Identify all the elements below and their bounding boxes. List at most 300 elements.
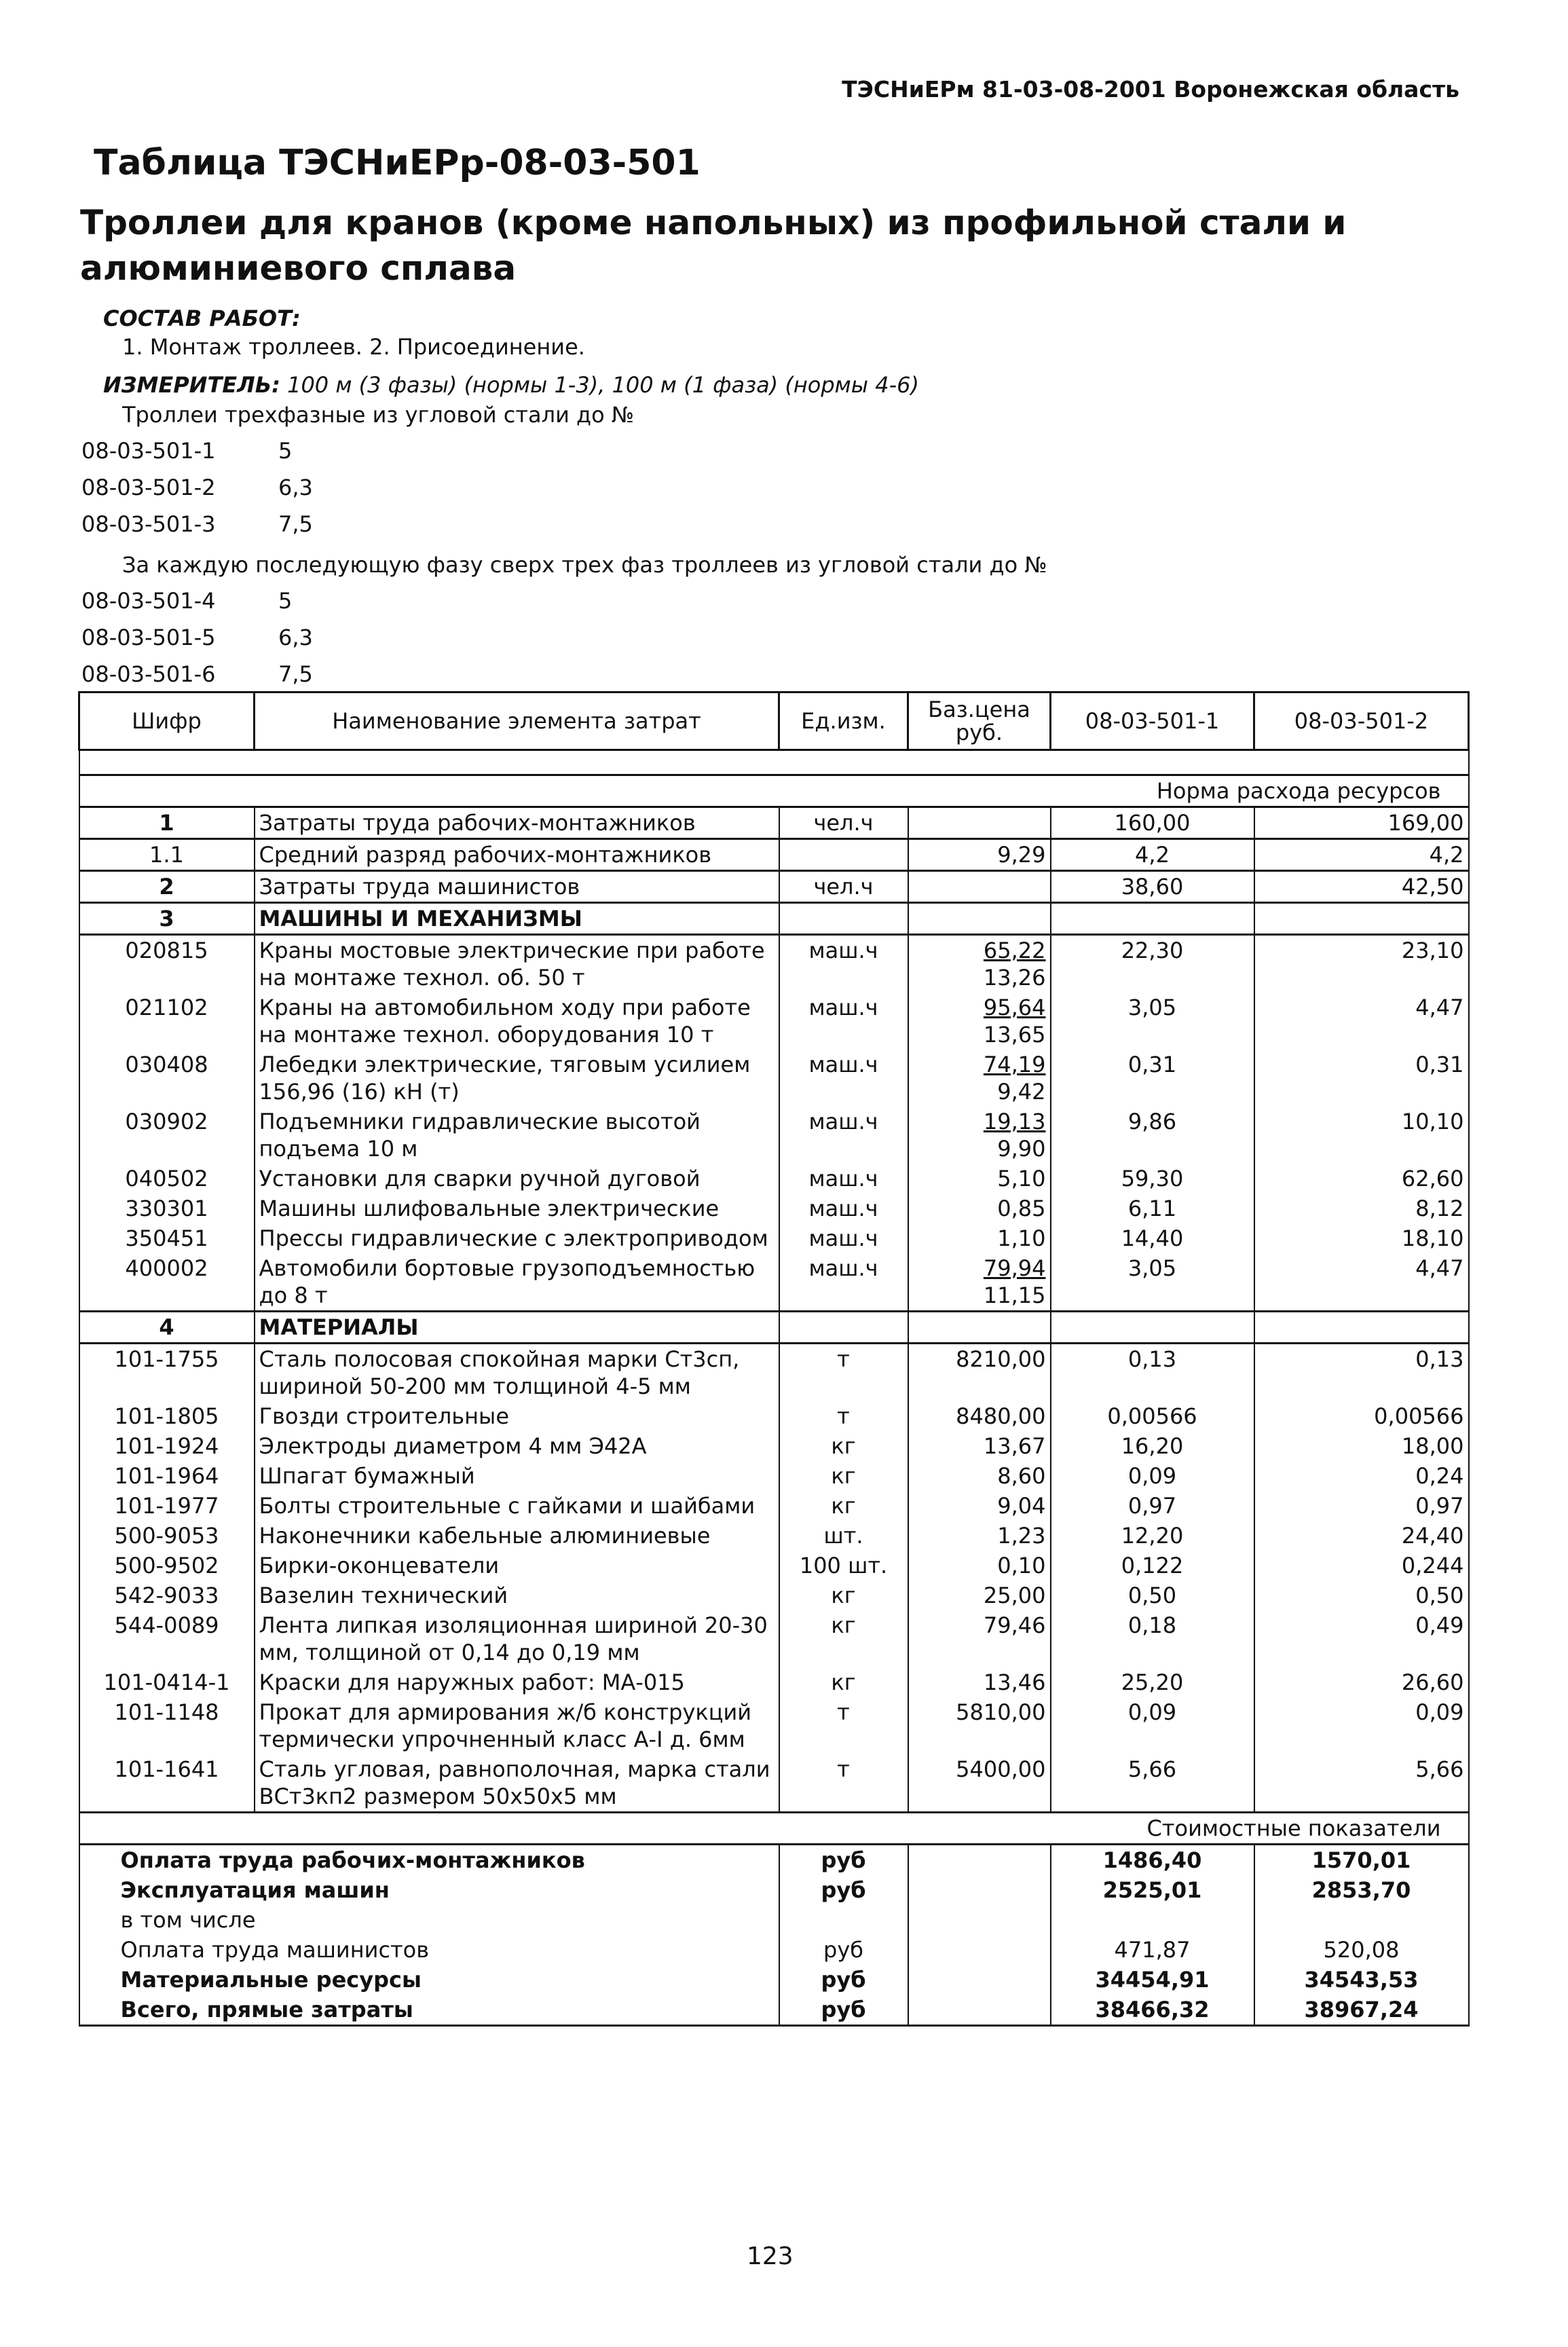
price-value — [913, 937, 1046, 991]
section-code: 3 — [79, 903, 255, 935]
cell-name: Сталь полосовая спокойная марки Ст3сп, шириной 50-200 мм толщиной 4-5 мм — [255, 1344, 779, 1402]
cell-col1: 0,122 — [1051, 1551, 1254, 1581]
price-value — [913, 1522, 1046, 1549]
price-value — [913, 1612, 1046, 1639]
cost-unit: руб — [779, 1845, 908, 1876]
cell-col1: 3,05 — [1051, 993, 1254, 1050]
cell-price — [908, 935, 1051, 993]
cell-col1: 0,31 — [1051, 1050, 1254, 1107]
cell-code: 021102 — [79, 993, 255, 1050]
price-value — [913, 1492, 1046, 1519]
cell-price — [908, 1491, 1051, 1521]
cell-code: 101-1924 — [79, 1431, 255, 1461]
price-main: 5,10 — [997, 1166, 1046, 1191]
price-value — [913, 1403, 1046, 1430]
cell-col2: 4,47 — [1254, 993, 1469, 1050]
material-row — [79, 1667, 1469, 1697]
cell-code: 500-9053 — [79, 1521, 255, 1551]
cell-price — [908, 807, 1051, 839]
cell-price — [908, 1194, 1051, 1223]
cell-code: 542-9033 — [79, 1581, 255, 1610]
price-main: 9,29 — [997, 842, 1046, 868]
cost-empty — [908, 1905, 1051, 1935]
cost-empty — [908, 1875, 1051, 1905]
cell-price — [908, 1667, 1051, 1697]
price-value — [913, 994, 1046, 1048]
cell-code: 101-0414-1 — [79, 1667, 255, 1697]
cell-col2: 0,31 — [1254, 1050, 1469, 1107]
section-empty — [908, 903, 1051, 935]
cell-price — [908, 1253, 1051, 1312]
cell-unit: кг — [779, 1581, 908, 1610]
machine-row — [79, 935, 1469, 993]
price-value — [913, 1669, 1046, 1696]
code-list-row — [81, 625, 313, 650]
cell-price — [908, 1223, 1051, 1253]
price-main: 79,46 — [983, 1612, 1046, 1638]
cell-price — [908, 1754, 1051, 1813]
cell-code: 101-1641 — [79, 1754, 255, 1813]
cell-col1: 12,20 — [1051, 1521, 1254, 1551]
cell-name: Краны на автомобильном ходу при работе на монтаже технол. оборудования 10 т — [255, 993, 779, 1050]
cell-col2: 0,24 — [1254, 1461, 1469, 1491]
cell-unit — [779, 839, 908, 871]
cost-col1: 34454,91 — [1051, 1965, 1254, 1995]
cell-unit: кг — [779, 1461, 908, 1491]
price-value — [913, 1051, 1046, 1105]
material-row — [79, 1461, 1469, 1491]
cell-code: 2 — [79, 871, 255, 903]
cell-code: 500-9502 — [79, 1551, 255, 1581]
code-list-value: 6,3 — [278, 475, 313, 500]
cell-col2: 0,244 — [1254, 1551, 1469, 1581]
price-value — [913, 1195, 1046, 1222]
cell-code: 1 — [79, 807, 255, 839]
cell-unit: чел.ч — [779, 871, 908, 903]
code-list-row — [81, 661, 313, 687]
cell-col2: 0,97 — [1254, 1491, 1469, 1521]
material-row — [79, 1754, 1469, 1813]
cell-col1: 0,18 — [1051, 1610, 1254, 1667]
cell-name: Сталь угловая, равнополочная, марка стали ВСт3кп2 размером 50х50х5 мм — [255, 1754, 779, 1813]
code-list-code: 08-03-501-3 — [81, 511, 216, 537]
norm-header-row — [79, 775, 1469, 807]
cell-col2: 23,10 — [1254, 935, 1469, 993]
header-col2: 08-03-501-2 — [1254, 692, 1469, 750]
cost-name: Эксплуатация машин — [79, 1875, 779, 1905]
cell-code: 030902 — [79, 1107, 255, 1164]
code-list-value: 7,5 — [278, 661, 313, 687]
cell-col1: 59,30 — [1051, 1164, 1254, 1194]
machine-row — [79, 1050, 1469, 1107]
price-value — [913, 1165, 1046, 1192]
norm-header: Норма расхода ресурсов — [1051, 775, 1469, 807]
cell-col1: 0,50 — [1051, 1581, 1254, 1610]
price-wage: 11,15 — [983, 1282, 1046, 1308]
code-list-code: 08-03-501-1 — [81, 438, 216, 464]
cell-name: Лебедки электрические, тяговым усилием 156,96 (16) кН (т) — [255, 1050, 779, 1107]
cell-col2: 169,00 — [1254, 807, 1469, 839]
section-code: 4 — [79, 1312, 255, 1344]
cost-col1: 38466,32 — [1051, 1995, 1254, 2026]
price-value — [913, 1108, 1046, 1162]
cell-col2: 5,66 — [1254, 1754, 1469, 1813]
cell-col1: 14,40 — [1051, 1223, 1254, 1253]
price-main: 1,10 — [997, 1225, 1046, 1251]
cell-col1: 0,09 — [1051, 1461, 1254, 1491]
cell-col1: 16,20 — [1051, 1431, 1254, 1461]
cell-col2: 4,2 — [1254, 839, 1469, 871]
cell-code: 101-1755 — [79, 1344, 255, 1402]
header-code: Шифр — [79, 692, 255, 750]
price-main: 1,23 — [997, 1523, 1046, 1549]
section-empty — [779, 1312, 908, 1344]
cell-unit: маш.ч — [779, 1050, 908, 1107]
cell-code: 101-1977 — [79, 1491, 255, 1521]
group1-title: Троллеи трехфазные из угловой стали до № — [122, 402, 635, 428]
header-name: Наименование элемента затрат — [255, 692, 779, 750]
page-number: 123 — [747, 2242, 794, 2270]
cell-name: Вазелин технический — [255, 1581, 779, 1610]
measurer-label: ИЗМЕРИТЕЛЬ: — [103, 372, 280, 398]
cell-unit: 100 шт. — [779, 1551, 908, 1581]
code-list-row — [81, 438, 292, 464]
cost-col1: 471,87 — [1051, 1935, 1254, 1965]
cell-name: Средний разряд рабочих-монтажников — [255, 839, 779, 871]
price-main: 79,94 — [983, 1255, 1046, 1281]
price-value — [913, 1582, 1046, 1609]
price-main: 74,19 — [983, 1052, 1046, 1077]
materials-section-row — [79, 1312, 1469, 1344]
cell-price — [908, 1461, 1051, 1491]
cell-code: 350451 — [79, 1223, 255, 1253]
machine-row — [79, 1253, 1469, 1312]
cell-code: 020815 — [79, 935, 255, 993]
cost-empty — [908, 1845, 1051, 1876]
cell-code: 330301 — [79, 1194, 255, 1223]
cell-col1: 6,11 — [1051, 1194, 1254, 1223]
price-value — [913, 1255, 1046, 1309]
cost-header: Стоимостные показатели — [1051, 1813, 1469, 1845]
cell-col1: 160,00 — [1051, 807, 1254, 839]
price-value — [913, 1346, 1046, 1373]
cell-code: 030408 — [79, 1050, 255, 1107]
price-main: 0,85 — [997, 1196, 1046, 1221]
price-main: 25,00 — [983, 1583, 1046, 1608]
cell-name: Краны мостовые электрические при работе на монтаже технол. об. 50 т — [255, 935, 779, 993]
cell-name: Лента липкая изоляционная шириной 20-30 мм, толщиной от 0,14 до 0,19 мм — [255, 1610, 779, 1667]
machine-row — [79, 1194, 1469, 1223]
price-main: 95,64 — [983, 995, 1046, 1020]
cost-col2 — [1254, 1905, 1469, 1935]
price-wage: 13,26 — [983, 965, 1046, 991]
cell-col2: 0,09 — [1254, 1697, 1469, 1754]
cell-price — [908, 1431, 1051, 1461]
cell-unit: маш.ч — [779, 993, 908, 1050]
cell-col1: 25,20 — [1051, 1667, 1254, 1697]
price-main: 0,10 — [997, 1553, 1046, 1578]
cell-col1: 22,30 — [1051, 935, 1254, 993]
cell-name: Прокат для армирования ж/б конструкций термически упрочненный класс А-I д. 6мм — [255, 1697, 779, 1754]
section-empty — [1051, 1312, 1254, 1344]
cell-col2: 10,10 — [1254, 1107, 1469, 1164]
cost-col2: 34543,53 — [1254, 1965, 1469, 1995]
cost-row — [79, 1845, 1469, 1876]
cell-name: Установки для сварки ручной дуговой — [255, 1164, 779, 1194]
price-wage: 9,90 — [997, 1136, 1046, 1162]
material-row — [79, 1491, 1469, 1521]
code-list-value: 6,3 — [278, 625, 313, 650]
labor-row — [79, 807, 1469, 839]
cost-col2: 520,08 — [1254, 1935, 1469, 1965]
measurer — [103, 372, 919, 398]
cell-col2: 24,40 — [1254, 1521, 1469, 1551]
section-empty — [779, 903, 908, 935]
material-row — [79, 1551, 1469, 1581]
work-composition-label: СОСТАВ РАБОТ: — [103, 306, 301, 331]
cell-price — [908, 1107, 1051, 1164]
material-row — [79, 1697, 1469, 1754]
cell-unit: чел.ч — [779, 807, 908, 839]
cost-header-left — [79, 1813, 1051, 1845]
cost-name: Оплата труда рабочих-монтажников — [79, 1845, 779, 1876]
code-list-code: 08-03-501-2 — [81, 475, 216, 500]
price-wage: 13,65 — [983, 1022, 1046, 1048]
cell-code: 101-1964 — [79, 1461, 255, 1491]
section-name: МАШИНЫ И МЕХАНИЗМЫ — [255, 903, 779, 935]
table-subtitle: Троллеи для кранов (кроме напольных) из профильной стали и алюминиевого сплава — [80, 203, 1347, 288]
cell-code: 101-1805 — [79, 1401, 255, 1431]
cell-unit: кг — [779, 1491, 908, 1521]
norm-header-left — [79, 775, 1051, 807]
cell-name: Машины шлифовальные электрические — [255, 1194, 779, 1223]
cell-unit: маш.ч — [779, 1107, 908, 1164]
cell-unit: т — [779, 1344, 908, 1402]
header-col1: 08-03-501-1 — [1051, 692, 1254, 750]
cell-code: 544-0089 — [79, 1610, 255, 1667]
cell-col2: 4,47 — [1254, 1253, 1469, 1312]
cell-unit: т — [779, 1697, 908, 1754]
price-value — [913, 841, 1046, 868]
cell-col2: 42,50 — [1254, 871, 1469, 903]
cell-col2: 62,60 — [1254, 1164, 1469, 1194]
machines-section-row — [79, 903, 1469, 935]
cell-name: Прессы гидравлические с электроприводом — [255, 1223, 779, 1253]
cell-name: Бирки-оконцеватели — [255, 1551, 779, 1581]
machine-row — [79, 1223, 1469, 1253]
cell-col2: 8,12 — [1254, 1194, 1469, 1223]
cell-col2: 0,00566 — [1254, 1401, 1469, 1431]
cost-unit: руб — [779, 1935, 908, 1965]
cell-name: Затраты труда машинистов — [255, 871, 779, 903]
cost-row — [79, 1905, 1469, 1935]
cost-empty — [908, 1995, 1051, 2026]
cost-row — [79, 1995, 1469, 2026]
cell-price — [908, 1401, 1051, 1431]
price-wage: 9,42 — [997, 1079, 1046, 1105]
cost-empty — [908, 1965, 1051, 1995]
cell-price — [908, 1164, 1051, 1194]
cell-col2: 0,50 — [1254, 1581, 1469, 1610]
header-unit: Ед.изм. — [779, 692, 908, 750]
cost-name: Оплата труда машинистов — [79, 1935, 779, 1965]
cell-name: Болты строительные с гайками и шайбами — [255, 1491, 779, 1521]
code-list-value: 5 — [278, 438, 293, 464]
cell-col2: 18,10 — [1254, 1223, 1469, 1253]
code-list-row — [81, 475, 313, 500]
price-main: 8210,00 — [956, 1346, 1046, 1372]
cost-col1 — [1051, 1905, 1254, 1935]
cell-unit: кг — [779, 1610, 908, 1667]
price-main: 5400,00 — [956, 1756, 1046, 1782]
header-price: Баз.цена руб. — [908, 692, 1051, 750]
cell-unit: кг — [779, 1431, 908, 1461]
running-header: ТЭСНиЕРм 81-03-08-2001 Воронежская область — [842, 76, 1459, 103]
cell-price — [908, 1581, 1051, 1610]
cell-price — [908, 1697, 1051, 1754]
material-row — [79, 1581, 1469, 1610]
code-list-value: 5 — [278, 588, 293, 614]
price-value — [913, 1225, 1046, 1252]
cell-col1: 3,05 — [1051, 1253, 1254, 1312]
cell-name: Шпагат бумажный — [255, 1461, 779, 1491]
price-value — [913, 1552, 1046, 1579]
cell-price — [908, 839, 1051, 871]
cell-name: Затраты труда рабочих-монтажников — [255, 807, 779, 839]
code-list-value: 7,5 — [278, 511, 313, 537]
cell-name: Наконечники кабельные алюминиевые — [255, 1521, 779, 1551]
cell-col1: 9,86 — [1051, 1107, 1254, 1164]
material-row — [79, 1521, 1469, 1551]
cost-row — [79, 1965, 1469, 1995]
cost-header-row — [79, 1813, 1469, 1845]
material-row — [79, 1610, 1469, 1667]
price-value — [913, 1462, 1046, 1490]
cell-price — [908, 1610, 1051, 1667]
cell-unit: кг — [779, 1667, 908, 1697]
cell-name: Автомобили бортовые грузоподъемностью до 8 т — [255, 1253, 779, 1312]
cell-col2: 0,13 — [1254, 1344, 1469, 1402]
section-empty — [1254, 1312, 1469, 1344]
cell-code: 040502 — [79, 1164, 255, 1194]
section-name: МАТЕРИАЛЫ — [255, 1312, 779, 1344]
cell-price — [908, 871, 1051, 903]
code-list-code: 08-03-501-4 — [81, 588, 216, 614]
code-list-code: 08-03-501-6 — [81, 661, 216, 687]
cell-col1: 0,13 — [1051, 1344, 1254, 1402]
spacer-cell — [79, 750, 1469, 775]
cost-col1: 2525,01 — [1051, 1875, 1254, 1905]
cost-col1: 1486,40 — [1051, 1845, 1254, 1876]
machine-row — [79, 1164, 1469, 1194]
price-main: 5810,00 — [956, 1699, 1046, 1725]
cell-col1: 0,97 — [1051, 1491, 1254, 1521]
cell-col2: 18,00 — [1254, 1431, 1469, 1461]
cell-code: 101-1148 — [79, 1697, 255, 1754]
cell-col1: 0,09 — [1051, 1697, 1254, 1754]
price-main: 13,67 — [983, 1433, 1046, 1459]
cell-name: Электроды диаметром 4 мм Э42А — [255, 1431, 779, 1461]
section-empty — [908, 1312, 1051, 1344]
cost-row — [79, 1935, 1469, 1965]
cell-name: Подъемники гидравлические высотой подъема 10 м — [255, 1107, 779, 1164]
group2-title: За каждую последующую фазу сверх трех фаз троллеев из угловой стали до № — [122, 552, 1047, 578]
cell-col1: 38,60 — [1051, 871, 1254, 903]
cell-col1: 5,66 — [1051, 1754, 1254, 1813]
price-value — [913, 1756, 1046, 1783]
measurer-text: 100 м (3 фазы) (нормы 1-3), 100 м (1 фаза) (нормы 4-6) — [287, 372, 919, 398]
cell-col2: 0,49 — [1254, 1610, 1469, 1667]
cost-unit: руб — [779, 1995, 908, 2026]
cell-unit: т — [779, 1401, 908, 1431]
price-main: 8480,00 — [956, 1403, 1046, 1429]
cost-name: Всего, прямые затраты — [79, 1995, 779, 2026]
cost-unit: руб — [779, 1875, 908, 1905]
material-row — [79, 1401, 1469, 1431]
cell-unit: маш.ч — [779, 1164, 908, 1194]
cell-code: 1.1 — [79, 839, 255, 871]
cost-empty — [908, 1935, 1051, 1965]
cell-col2: 26,60 — [1254, 1667, 1469, 1697]
price-main: 65,22 — [983, 938, 1046, 963]
table-title: Таблица ТЭСНиЕРр-08-03-501 — [94, 143, 701, 183]
cost-name: в том числе — [79, 1905, 779, 1935]
cost-row — [79, 1875, 1469, 1905]
cell-unit: маш.ч — [779, 1194, 908, 1223]
price-main: 19,13 — [983, 1109, 1046, 1134]
cost-name: Материальные ресурсы — [79, 1965, 779, 1995]
price-main: 13,46 — [983, 1669, 1046, 1695]
work-composition-text: 1. Монтаж троллеев. 2. Присоединение. — [122, 334, 585, 360]
price-value — [913, 1699, 1046, 1726]
price-main: 8,60 — [997, 1463, 1046, 1489]
cell-price — [908, 1551, 1051, 1581]
price-main: 9,04 — [997, 1493, 1046, 1519]
cost-col2: 2853,70 — [1254, 1875, 1469, 1905]
code-list-row — [81, 511, 313, 537]
labor-row — [79, 839, 1469, 871]
cell-price — [908, 1344, 1051, 1402]
cell-unit: т — [779, 1754, 908, 1813]
cell-price — [908, 993, 1051, 1050]
material-row — [79, 1344, 1469, 1402]
cell-name: Гвозди строительные — [255, 1401, 779, 1431]
table-header-row — [79, 692, 1469, 750]
cell-col1: 4,2 — [1051, 839, 1254, 871]
cell-price — [908, 1050, 1051, 1107]
cell-price — [908, 1521, 1051, 1551]
cost-unit — [779, 1905, 908, 1935]
resource-table — [78, 691, 1470, 2027]
spacer-row — [79, 750, 1469, 775]
code-list-code: 08-03-501-5 — [81, 625, 216, 650]
code-list-row — [81, 588, 292, 614]
machine-row — [79, 993, 1469, 1050]
cell-unit: маш.ч — [779, 1253, 908, 1312]
section-empty — [1254, 903, 1469, 935]
material-row — [79, 1431, 1469, 1461]
cell-unit: шт. — [779, 1521, 908, 1551]
section-empty — [1051, 903, 1254, 935]
cell-code: 400002 — [79, 1253, 255, 1312]
price-value — [913, 1433, 1046, 1460]
cell-col1: 0,00566 — [1051, 1401, 1254, 1431]
cell-name: Краски для наружных работ: МА-015 — [255, 1667, 779, 1697]
cell-unit: маш.ч — [779, 935, 908, 993]
cost-col2: 38967,24 — [1254, 1995, 1469, 2026]
cost-col2: 1570,01 — [1254, 1845, 1469, 1876]
cell-unit: маш.ч — [779, 1223, 908, 1253]
